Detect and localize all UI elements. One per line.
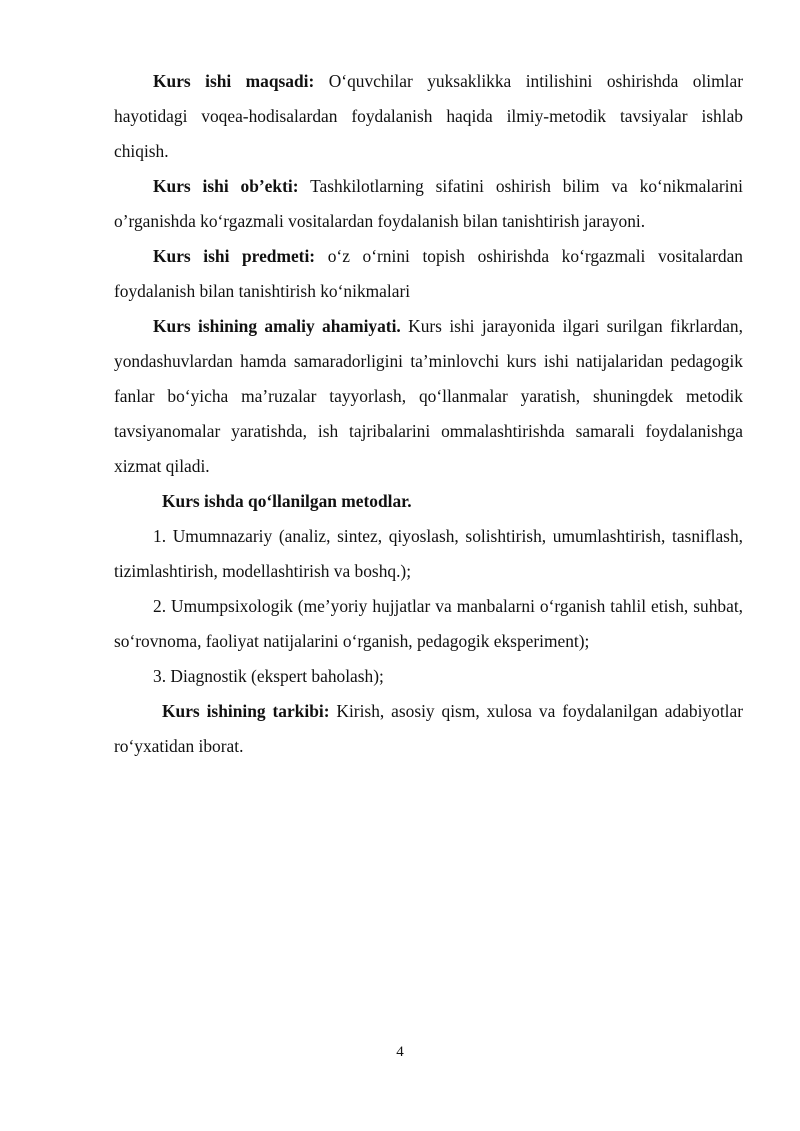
subject-label: Kurs ishi predmeti: bbox=[153, 246, 316, 266]
method-item-text: 1. Umumnazariy (analiz, sintez, qiyoslash, solishtirish, umumlashtirish, tasniflash, tizimlashtirish, modellashtirish va boshq.); bbox=[114, 526, 743, 581]
method-item bbox=[114, 519, 743, 589]
paragraph-significance bbox=[114, 309, 743, 484]
method-item bbox=[114, 589, 743, 659]
paragraph-goal bbox=[114, 64, 743, 169]
significance-text: Kurs ishi jarayonida ilgari surilgan fikrlardan, yondashuvlardan hamda samaradorligini ta’minlovchi kurs ishi natijalaridan pedagogik fanlar bo‘yicha ma’ruzalar tayyorlash, qo‘llanmalar yaratish, shuningdek metodik tavsiyanomalar yaratishda, ish tajribalarini ommalashtirishda samarali foydalanishga xizmat qiladi. bbox=[114, 316, 743, 476]
structure-text: Kirish, asosiy qism, xulosa va foydalanilgan adabiyotlar ro‘yxatidan iborat. bbox=[114, 701, 743, 756]
significance-label: Kurs ishining amaliy ahamiyati. bbox=[153, 316, 401, 336]
goal-text: O‘quvchilar yuksaklikka intilishini oshirishda olimlar hayotidagi voqea-hodisalardan foydalanish haqida ilmiy-metodik tavsiyalar ishlab chiqish. bbox=[114, 71, 743, 161]
method-item bbox=[114, 659, 743, 694]
object-text: Tashkilotlarning sifatini oshirish bilim va ko‘nikmalarini o’rganishda ko‘rgazmali vositalardan foydalanish bilan tanishtirish jarayoni. bbox=[114, 176, 743, 231]
structure-label: Kurs ishining tarkibi: bbox=[162, 701, 330, 721]
method-item-text: 2. Umumpsixologik (me’yoriy hujjatlar va manbalarni o‘rganish tahlil etish, suhbat, so‘rovnoma, faoliyat natijalarini o‘rganish, pedagogik eksperiment); bbox=[114, 596, 743, 651]
paragraph-subject bbox=[114, 239, 743, 309]
goal-label: Kurs ishi maqsadi: bbox=[153, 71, 315, 91]
methods-heading bbox=[114, 484, 743, 519]
method-item-text: 3. Diagnostik (ekspert baholash); bbox=[153, 666, 384, 686]
subject-text: o‘z o‘rnini topish oshirishda ko‘rgazmali vositalardan foydalanish bilan tanishtirish ko‘nikmalari bbox=[114, 246, 743, 301]
document-body bbox=[114, 64, 743, 764]
paragraph-structure bbox=[114, 694, 743, 764]
object-label: Kurs ishi ob’ekti: bbox=[153, 176, 299, 196]
paragraph-object bbox=[114, 169, 743, 239]
methods-heading-text: Kurs ishda qo‘llanilgan metodlar. bbox=[162, 491, 412, 511]
page-number: 4 bbox=[396, 1044, 404, 1060]
